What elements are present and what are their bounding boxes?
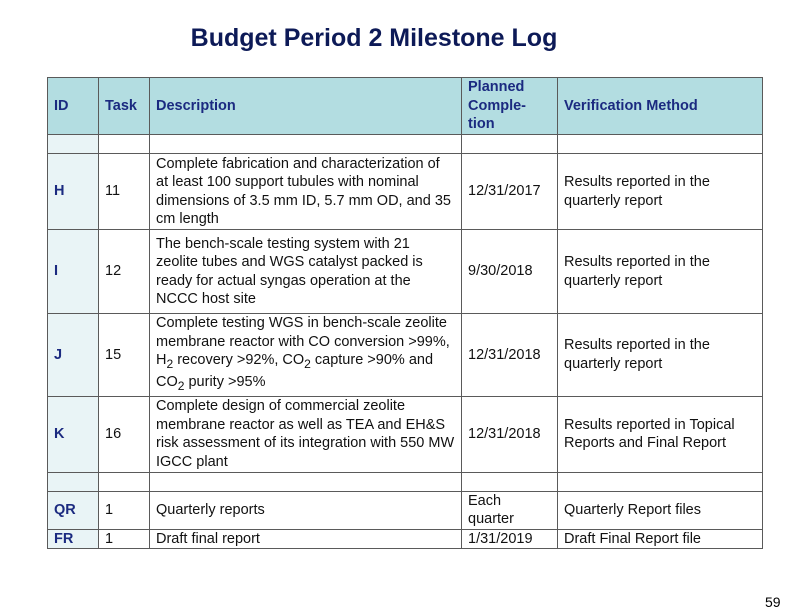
header-id: ID xyxy=(48,78,99,135)
table-row xyxy=(48,491,763,529)
header-description: Description xyxy=(150,78,462,135)
header-planned-completion: Planned Comple-tion xyxy=(462,78,558,135)
header-verification-method: Verification Method xyxy=(558,78,763,135)
page-number: 59 xyxy=(765,594,781,610)
table-header-row xyxy=(48,78,763,135)
row-verification: Results reported in Topical Reports and Final Report xyxy=(558,396,763,472)
row-id: K xyxy=(48,396,99,472)
row-id: J xyxy=(48,314,99,397)
row-task: 11 xyxy=(99,154,150,230)
table-row xyxy=(48,529,763,549)
blank-row xyxy=(48,135,763,154)
row-description: Draft final report xyxy=(150,529,462,549)
row-description: Complete design of commercial zeolite membrane reactor as well as TEA and EH&S risk assessment of its integration with 550 MW IGCC plant xyxy=(150,396,462,472)
blank-row xyxy=(48,472,763,491)
row-description: The bench-scale testing system with 21 zeolite tubes and WGS catalyst packed is ready for actual syngas operation at the NCCC host site xyxy=(150,230,462,314)
row-description: Quarterly reports xyxy=(150,491,462,529)
row-verification: Quarterly Report files xyxy=(558,491,763,529)
row-planned: Each quarter xyxy=(462,491,558,529)
row-task: 15 xyxy=(99,314,150,397)
row-id: FR xyxy=(48,529,99,549)
row-verification: Results reported in the quarterly report xyxy=(558,230,763,314)
row-planned: 12/31/2018 xyxy=(462,314,558,397)
header-task: Task xyxy=(99,78,150,135)
table-row xyxy=(48,230,763,314)
row-task: 16 xyxy=(99,396,150,472)
row-verification: Results reported in the quarterly report xyxy=(558,154,763,230)
row-planned: 9/30/2018 xyxy=(462,230,558,314)
row-verification: Results reported in the quarterly report xyxy=(558,314,763,397)
row-planned: 1/31/2019 xyxy=(462,529,558,549)
row-id: H xyxy=(48,154,99,230)
row-id: I xyxy=(48,230,99,314)
table-row xyxy=(48,314,763,397)
table-row xyxy=(48,396,763,472)
row-description: Complete testing WGS in bench-scale zeolite membrane reactor with CO conversion >99%, $H_2$ recovery >92%, $CO_2$ capture >90% and $CO_2$ purity >95% xyxy=(150,314,462,397)
row-task: 12 xyxy=(99,230,150,314)
row-description: Complete fabrication and characterization of at least 100 support tubules with nominal dimensions of 3.5 mm ID, 5.7 mm OD, and 35 cm length xyxy=(150,154,462,230)
row-planned: 12/31/2018 xyxy=(462,396,558,472)
table-row xyxy=(48,154,763,230)
row-planned: 12/31/2017 xyxy=(462,154,558,230)
row-id: QR xyxy=(48,491,99,529)
milestone-table xyxy=(47,77,763,549)
page-title: Budget Period 2 Milestone Log xyxy=(190,24,558,52)
row-verification: Draft Final Report file xyxy=(558,529,763,549)
row-task: 1 xyxy=(99,529,150,549)
row-task: 1 xyxy=(99,491,150,529)
